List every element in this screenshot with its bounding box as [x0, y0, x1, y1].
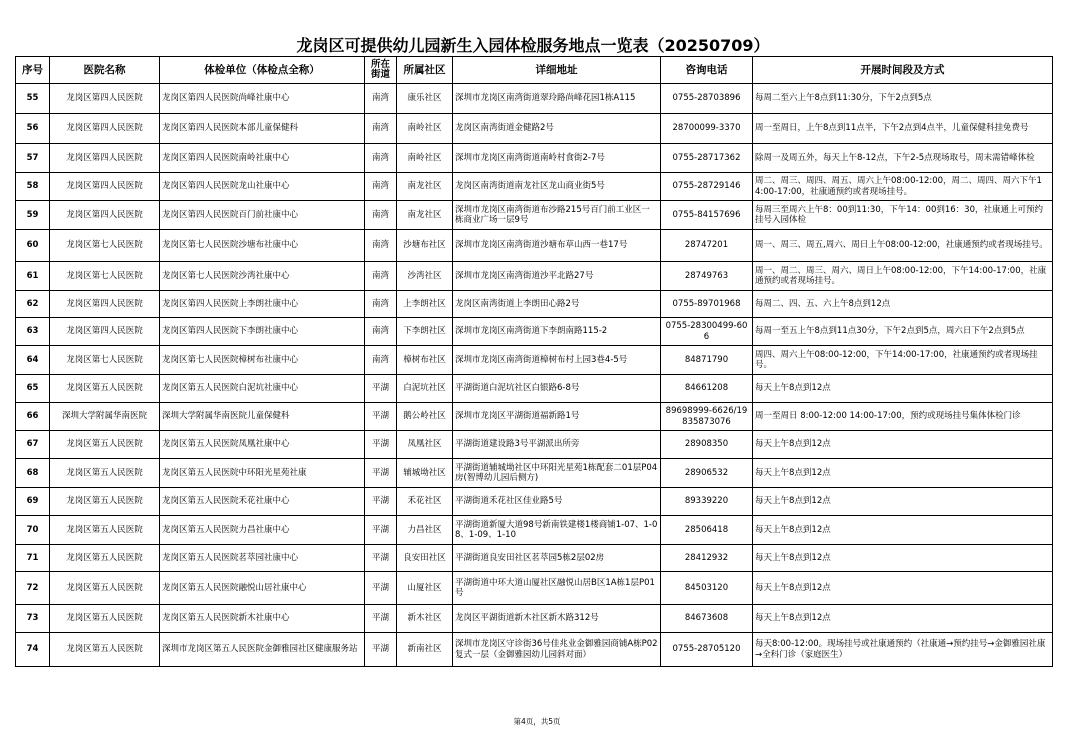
row-hospital: 龙岗区第五人民医院 [50, 431, 160, 459]
row-hours: 每天上午8点到12点 [753, 375, 1053, 403]
row-address: 深圳市龙岗区守诊街36号佳兆业金御雅园商铺A栋P02复式一层（金御雅园幼儿园斜对面） [453, 633, 661, 667]
row-unit: 深圳大学附属华南医院儿童保健科 [160, 403, 365, 431]
row-hospital: 龙岗区第七人民医院 [50, 346, 160, 375]
row-hospital: 龙岗区第七人民医院 [50, 262, 160, 291]
table-row [16, 431, 1053, 459]
row-no: 67 [16, 431, 50, 459]
row-address: 平湖街道禾花社区佳业路5号 [453, 488, 661, 516]
header-unit: 体检单位（体检点全称） [160, 57, 365, 84]
row-address: 龙岗区平湖街道新木社区新木路312号 [453, 605, 661, 633]
row-address: 深圳市龙岗区南湾街道翠玲路尚峰花园1栋A115 [453, 84, 661, 114]
row-unit: 龙岗区第四人民医院下李朗社康中心 [160, 318, 365, 346]
row-no: 71 [16, 545, 50, 572]
row-no: 72 [16, 572, 50, 605]
row-phone: 84673608 [661, 605, 753, 633]
row-unit: 龙岗区第七人民医院沙湾社康中心 [160, 262, 365, 291]
row-hours: 周一、周二、周三、周六、周日上午08:00-12:00，下午14:00-17:00，社康通预约或者现场挂号。 [753, 262, 1053, 291]
row-no: 58 [16, 173, 50, 201]
row-community: 新南社区 [397, 633, 453, 667]
row-no: 61 [16, 262, 50, 291]
row-community: 凤凰社区 [397, 431, 453, 459]
row-no: 55 [16, 84, 50, 114]
row-no: 65 [16, 375, 50, 403]
row-hospital: 龙岗区第五人民医院 [50, 572, 160, 605]
row-community: 樟树布社区 [397, 346, 453, 375]
row-street: 平湖 [365, 605, 397, 633]
row-street: 南湾 [365, 346, 397, 375]
row-no: 60 [16, 230, 50, 262]
row-phone: 28412932 [661, 545, 753, 572]
row-phone: 0755-89701968 [661, 291, 753, 318]
row-unit: 龙岗区第五人民医院融悦山居社康中心 [160, 572, 365, 605]
row-hospital: 龙岗区第五人民医院 [50, 459, 160, 488]
row-community: 南岭社区 [397, 144, 453, 173]
table-row [16, 633, 1053, 667]
row-community: 良安田社区 [397, 545, 453, 572]
row-unit: 龙岗区第五人民医院白泥坑社康中心 [160, 375, 365, 403]
row-phone: 28747201 [661, 230, 753, 262]
row-community: 辅城坳社区 [397, 459, 453, 488]
row-address: 深圳市龙岗区南湾街道沙平北路27号 [453, 262, 661, 291]
row-hospital: 龙岗区第四人民医院 [50, 318, 160, 346]
row-phone: 84871790 [661, 346, 753, 375]
row-hospital: 龙岗区第七人民医院 [50, 230, 160, 262]
table-row [16, 572, 1053, 605]
row-community: 白泥坑社区 [397, 375, 453, 403]
table-row [16, 291, 1053, 318]
row-phone: 0755-28717362 [661, 144, 753, 173]
table-row [16, 605, 1053, 633]
row-hospital: 龙岗区第五人民医院 [50, 545, 160, 572]
table-row [16, 173, 1053, 201]
row-address: 深圳市龙岗区南湾街道沙塘布草山西一巷17号 [453, 230, 661, 262]
row-street: 南湾 [365, 114, 397, 144]
row-hospital: 龙岗区第四人民医院 [50, 201, 160, 230]
row-address: 平湖街道中环大道山厦社区融悦山居B区1A栋1层P01号 [453, 572, 661, 605]
row-hospital: 龙岗区第四人民医院 [50, 144, 160, 173]
row-hours: 每天上午8点到12点 [753, 516, 1053, 545]
header-community: 所属社区 [397, 57, 453, 84]
row-street: 平湖 [365, 459, 397, 488]
row-hours: 每周二、四、五、六上午8点到12点 [753, 291, 1053, 318]
row-unit: 龙岗区第四人民医院南岭社康中心 [160, 144, 365, 173]
row-address: 平湖街道良安田社区茗萃园5栋2层02房 [453, 545, 661, 572]
row-street: 平湖 [365, 633, 397, 667]
row-hours: 每周三至周六上午8：00到11:30，下午14：00到16：30，社康通上可预约挂号入园体检 [753, 201, 1053, 230]
row-hours: 周一至周日 8:00-12:00 14:00-17:00，预约或现场挂号集体体检门诊 [753, 403, 1053, 431]
table-row [16, 84, 1053, 114]
row-street: 南湾 [365, 201, 397, 230]
row-community: 康乐社区 [397, 84, 453, 114]
row-address: 深圳市龙岗区南湾街道南岭村食街2-7号 [453, 144, 661, 173]
row-street: 南湾 [365, 291, 397, 318]
row-unit: 龙岗区第四人民医院龙山社康中心 [160, 173, 365, 201]
row-no: 62 [16, 291, 50, 318]
row-unit: 龙岗区第五人民医院中环阳光星苑社康 [160, 459, 365, 488]
row-unit: 龙岗区第四人民医院百门前社康中心 [160, 201, 365, 230]
row-street: 平湖 [365, 545, 397, 572]
row-phone: 0755-84157696 [661, 201, 753, 230]
row-street: 平湖 [365, 516, 397, 545]
row-phone: 84503120 [661, 572, 753, 605]
row-community: 下李朗社区 [397, 318, 453, 346]
row-hours: 每天上午8点到12点 [753, 545, 1053, 572]
table-row [16, 144, 1053, 173]
row-hours: 周一、周三、周五,周六、周日上午08:00-12:00，社康通预约或者现场挂号。 [753, 230, 1053, 262]
row-community: 鹅公岭社区 [397, 403, 453, 431]
row-no: 68 [16, 459, 50, 488]
row-street: 南湾 [365, 318, 397, 346]
row-address: 龙岗区南湾街道金健路2号 [453, 114, 661, 144]
row-street: 南湾 [365, 262, 397, 291]
row-street: 南湾 [365, 84, 397, 114]
row-hospital: 龙岗区第四人民医院 [50, 173, 160, 201]
row-street: 平湖 [365, 375, 397, 403]
row-unit: 龙岗区第四人民医院本部儿童保健科 [160, 114, 365, 144]
row-no: 73 [16, 605, 50, 633]
row-hours: 每天上午8点到12点 [753, 459, 1053, 488]
row-hours: 每周二至六上午8点到11:30分，下午2点到5点 [753, 84, 1053, 114]
row-no: 57 [16, 144, 50, 173]
header-street: 所在街道 [365, 57, 397, 84]
row-hospital: 龙岗区第五人民医院 [50, 633, 160, 667]
row-unit: 龙岗区第五人民医院凤凰社康中心 [160, 431, 365, 459]
row-address: 深圳市龙岗区南湾街道樟树布村上园3巷4-5号 [453, 346, 661, 375]
row-hospital: 深圳大学附属华南医院 [50, 403, 160, 431]
row-address: 平湖街道辅城坳社区中环阳光星苑1栋配套二01层P04房(智博幼儿园后侧方) [453, 459, 661, 488]
row-hours: 除周一及周五外，每天上午8-12点，下午2-5点现场取号，周末需错峰体检 [753, 144, 1053, 173]
row-community: 禾花社区 [397, 488, 453, 516]
header-row [16, 57, 1053, 84]
row-phone: 28506418 [661, 516, 753, 545]
header-no: 序号 [16, 57, 50, 84]
row-no: 56 [16, 114, 50, 144]
row-phone: 28700099-3370 [661, 114, 753, 144]
row-phone: 84661208 [661, 375, 753, 403]
row-community: 南龙社区 [397, 201, 453, 230]
row-no: 70 [16, 516, 50, 545]
row-phone: 0755-28703896 [661, 84, 753, 114]
row-hours: 每天上午8点到12点 [753, 572, 1053, 605]
row-phone: 28908350 [661, 431, 753, 459]
row-hours: 每天上午8点到12点 [753, 488, 1053, 516]
row-no: 59 [16, 201, 50, 230]
row-hospital: 龙岗区第五人民医院 [50, 516, 160, 545]
table-row [16, 114, 1053, 144]
row-street: 南湾 [365, 230, 397, 262]
table-row [16, 403, 1053, 431]
row-unit: 龙岗区第五人民医院禾花社康中心 [160, 488, 365, 516]
row-hours: 每天8:00-12:00。现场挂号或社康通预约（社康通→预约挂号→金御雅园社康→全科门诊（家庭医生） [753, 633, 1053, 667]
table-row [16, 262, 1053, 291]
row-community: 上李朗社区 [397, 291, 453, 318]
row-no: 66 [16, 403, 50, 431]
row-address: 龙岗区南湾街道上李朗田心路2号 [453, 291, 661, 318]
row-address: 龙岗区南湾街道南龙社区龙山商业街5号 [453, 173, 661, 201]
row-hours: 周四、周六上午08:00-12:00，下午14:00-17:00，社康通预约或者现场挂号。 [753, 346, 1053, 375]
row-phone: 0755-28300499-606 [661, 318, 753, 346]
row-no: 74 [16, 633, 50, 667]
row-unit: 龙岗区第七人民医院樟树布社康中心 [160, 346, 365, 375]
row-hospital: 龙岗区第五人民医院 [50, 488, 160, 516]
table-row [16, 346, 1053, 375]
row-community: 沙湾社区 [397, 262, 453, 291]
row-phone: 89339220 [661, 488, 753, 516]
row-unit: 龙岗区第五人民医院新木社康中心 [160, 605, 365, 633]
header-hospital: 医院名称 [50, 57, 160, 84]
row-no: 69 [16, 488, 50, 516]
row-community: 沙塘布社区 [397, 230, 453, 262]
page-footer: 第4页，共5页 [513, 717, 561, 726]
row-street: 平湖 [365, 572, 397, 605]
table-row [16, 201, 1053, 230]
row-hours: 周一至周日，上午8点到11点半，下午2点到4点半，儿童保健科挂免费号 [753, 114, 1053, 144]
row-community: 南岭社区 [397, 114, 453, 144]
row-address: 平湖街道新厦大道98号新南铁建楼1楼商铺1-07、1-08、1-09、1-10 [453, 516, 661, 545]
row-hours: 每天上午8点到12点 [753, 431, 1053, 459]
row-street: 平湖 [365, 431, 397, 459]
row-unit: 龙岗区第四人民医院尚峰社康中心 [160, 84, 365, 114]
row-hours: 周二、周三、周四、周五、周六上午08:00-12:00，周二、周四、周六下午14:00-17:00，社康通预约或者现场挂号。 [753, 173, 1053, 201]
row-community: 山厦社区 [397, 572, 453, 605]
row-hospital: 龙岗区第四人民医院 [50, 114, 160, 144]
row-address: 平湖街道建设路3号平湖派出所旁 [453, 431, 661, 459]
table-row [16, 375, 1053, 403]
table-row [16, 516, 1053, 545]
row-street: 南湾 [365, 144, 397, 173]
row-community: 新木社区 [397, 605, 453, 633]
row-address: 深圳市龙岗区南湾街道下李朗南路115-2 [453, 318, 661, 346]
row-no: 63 [16, 318, 50, 346]
row-hospital: 龙岗区第四人民医院 [50, 291, 160, 318]
row-phone: 89698999-6626/19835873076 [661, 403, 753, 431]
row-community: 南龙社区 [397, 173, 453, 201]
table-row [16, 230, 1053, 262]
row-community: 力昌社区 [397, 516, 453, 545]
service-points-table [15, 56, 1053, 667]
row-phone: 28906532 [661, 459, 753, 488]
table-row [16, 545, 1053, 572]
row-unit: 龙岗区第四人民医院上李朗社康中心 [160, 291, 365, 318]
row-hospital: 龙岗区第四人民医院 [50, 84, 160, 114]
header-phone: 咨询电话 [661, 57, 753, 84]
row-no: 64 [16, 346, 50, 375]
row-address: 深圳市龙岗区南湾街道布沙路215号百门前工业区一栋商业广场一层9号 [453, 201, 661, 230]
header-address: 详细地址 [453, 57, 661, 84]
row-unit: 龙岗区第五人民医院力昌社康中心 [160, 516, 365, 545]
row-unit: 龙岗区第五人民医院茗萃园社康中心 [160, 545, 365, 572]
row-address: 平湖街道白泥坑社区白银路6-8号 [453, 375, 661, 403]
table-row [16, 488, 1053, 516]
row-street: 南湾 [365, 173, 397, 201]
header-hours: 开展时间段及方式 [753, 57, 1053, 84]
table-row [16, 459, 1053, 488]
row-hours: 每天上午8点到12点 [753, 605, 1053, 633]
row-unit: 龙岗区第七人民医院沙塘布社康中心 [160, 230, 365, 262]
row-street: 平湖 [365, 488, 397, 516]
row-hospital: 龙岗区第五人民医院 [50, 375, 160, 403]
table-row [16, 318, 1053, 346]
row-hospital: 龙岗区第五人民医院 [50, 605, 160, 633]
page-title: 龙岗区可提供幼儿园新生入园体检服务地点一览表（20250709） [296, 36, 770, 55]
row-phone: 0755-28729146 [661, 173, 753, 201]
row-hours: 每周一至五上午8点到11点30分，下午2点到5点，周六日下午2点到5点 [753, 318, 1053, 346]
row-phone: 0755-28705120 [661, 633, 753, 667]
row-street: 平湖 [365, 403, 397, 431]
row-phone: 28749763 [661, 262, 753, 291]
row-unit: 深圳市龙岗区第五人民医院金御雅园社区健康服务站 [160, 633, 365, 667]
row-address: 深圳市龙岗区平湖街道福新路1号 [453, 403, 661, 431]
